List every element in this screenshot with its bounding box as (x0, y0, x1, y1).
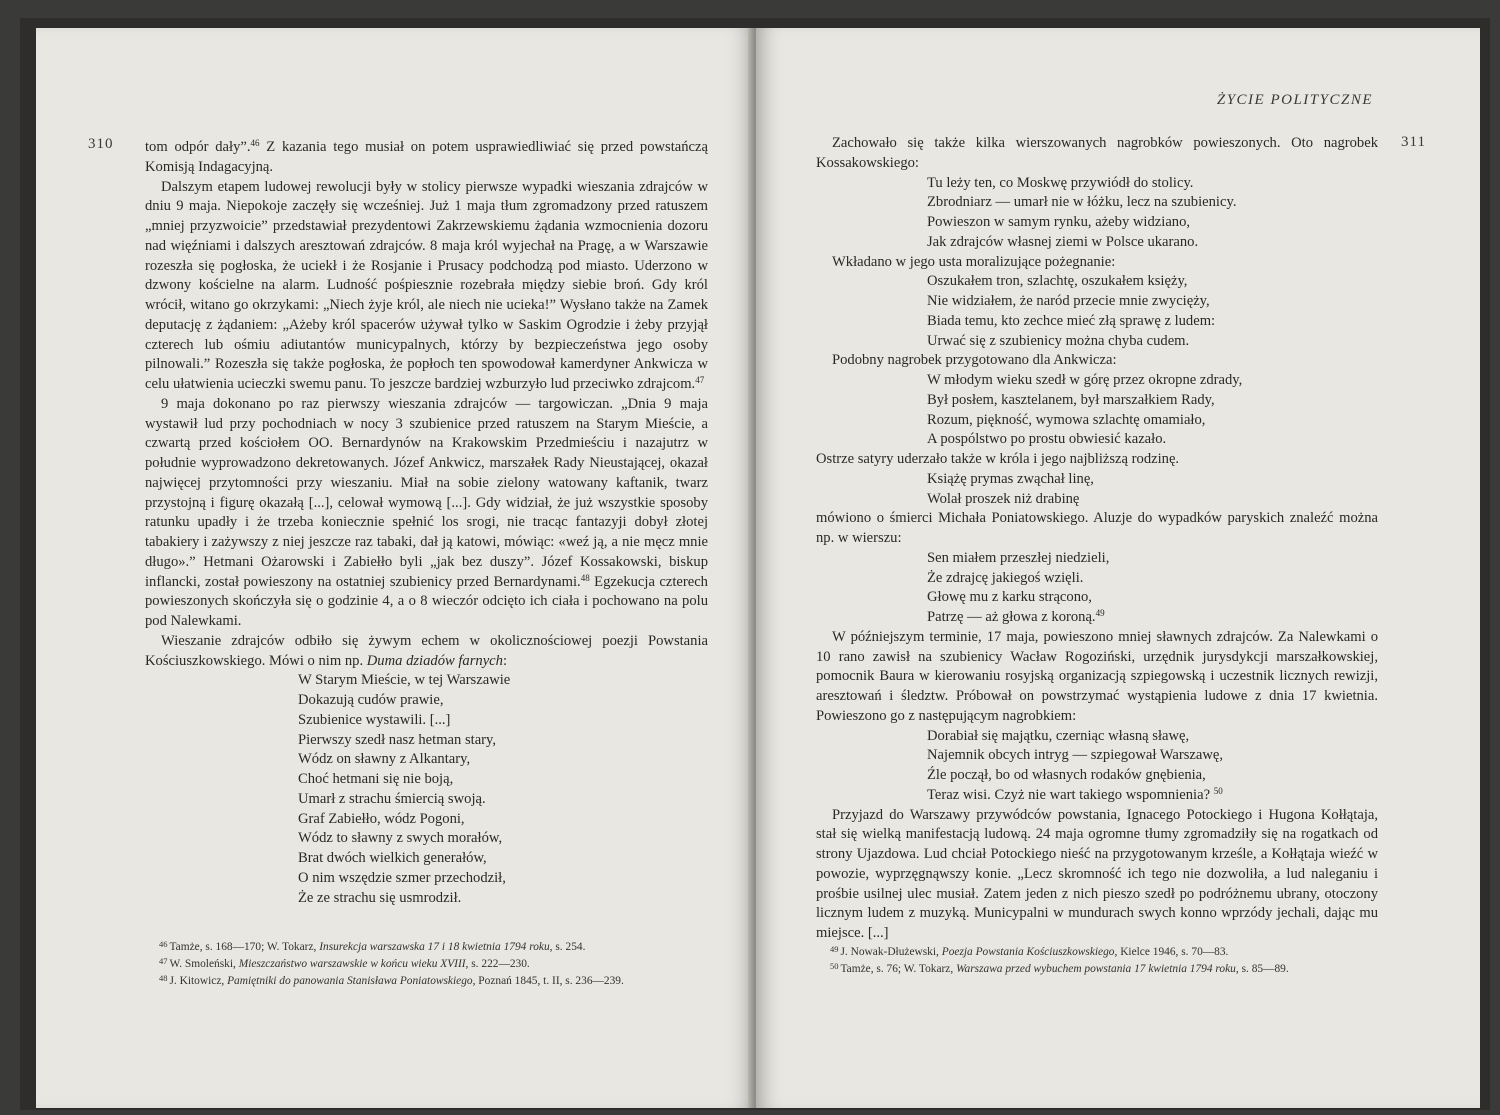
right-paragraph: Ostrze satyry uderzało także w króla i jego najbliższą rodzinę. (816, 451, 1180, 467)
right-verse (816, 371, 1378, 450)
verse-line: Sen miałem przeszłej niedzieli, (927, 549, 1110, 566)
right-text-column (816, 134, 1378, 944)
verse-line: Szubienice wystawili. [...] (298, 711, 451, 728)
verse-line: Rozum, piękność, wymowa szlachtę omamiało, (927, 411, 1206, 428)
footnote: $^{48}$ J. Kitowicz, Pamiętniki do panowania Stanisława Poniatowskiego, Poznań 1845, t. II, s. 236—239. (159, 973, 624, 987)
verse-line: Biada temu, kto zechce mieć złą sprawę z ludem: (927, 312, 1216, 329)
right-verse (816, 174, 1378, 253)
verse-line: Wódz on sławny z Alkantary, (298, 751, 471, 768)
footnote: $^{47}$ W. Smoleński, Mieszczaństwo warszawskie w końcu wieku XVIII, s. 222—230. (159, 956, 530, 970)
verse-line: Dokazują cudów prawie, (298, 692, 444, 708)
left-footnotes (145, 937, 708, 988)
verse-line: Źle począł, bo od własnych rodaków gnębienia, (927, 767, 1206, 783)
right-verse (816, 470, 1378, 510)
verse-line: A pospólstwo po prostu obwiesić kazało. (927, 431, 1167, 448)
left-paragraph-4: Wieszanie zdrajców odbiło się żywym echem w okolicznościowej poezji Powstania Kościuszkowskiego. Mówi o nim np. Duma dziadów farnych: (145, 632, 708, 669)
footnote: $^{50}$ Tamże, s. 76; W. Tokarz, Warszawa przed wybuchem powstania 17 kwietnia 1794 roku, s. 85—89. (830, 961, 1289, 975)
left-verse (145, 671, 708, 908)
footnote-ref: 48 (580, 572, 590, 583)
right-paragraph: W późniejszym terminie, 17 maja, powieszono mniej sławnych zdrajców. Za Nalewkami o 10 rano zawisł na szubienicy Wacław Rogoziński, urzędnik jurysdykcji marszałkowskiej, pomocnik Baura w kierowaniu rosyjską organizacją szpiegowską i uczestnik licznych rewizji, aresztowań i śledztw. Próbował on powstrzymać wystąpienia ludowe z dnia 17 kwietnia. Powieszono go z następującym nagrobkiem: (816, 628, 1378, 724)
right-paragraph: Wkładano w jego usta moralizujące pożegnanie: (832, 253, 1116, 270)
verse-line: Brat dwóch wielkich generałów, (298, 850, 487, 866)
left-paragraph-2: Dalszym etapem ludowej rewolucji były w stolicy pierwsze wypadki wieszania zdrajców w dniu 9 maja. Niepokoje zaczęły się wcześniej. Już 1 maja tłum zgromadzony przed ratuszem „mniej przyzwoicie” przedstawiał prezydentowi Zakrzewskiemu żądania wzmocnienia dozoru nad więźniami i dalszych aresztowań zdrajców. 8 maja król wyjechał na Pragę, a w Warszawie rozeszła się pogłoska, że uciekł i że Rosjanie i Prusacy podchodzą pod miasto. Uderzono w dzwony kościelne na alarm. Ludność pośpiesznie rozebrała między siebie broń. Gdy król wrócił, witano go okrzykami: „Niech żyje król, ale niech nie ucieka!” Wysłano także na Zamek deputację z żądaniem: „Ażeby król spacerów używał tylko w Saskim Ogrodzie i żeby przyjął czterech lub ośmiu adiutantów municypalnych, którzy by bezpieczeństwa jego osoby pilnowali.” Rozeszła się także pogłoska, że popłoch ten spowodował kamerdyner Ankwicza w celu ułatwienia ucieczki swemu panu. To jeszcze bardziej wzburzyło lud przeciwko zdrajcom.$^{47}$ (145, 178, 708, 392)
verse-line: Że zdrajcę jakiegoś wzięli. (927, 569, 1084, 586)
right-verse (816, 727, 1378, 806)
verse-line: W Starym Mieście, w tej Warszawie (298, 672, 511, 689)
verse-line: Choć hetmani się nie boją, (298, 771, 454, 787)
verse-line: Że ze strachu się usmrodził. (298, 889, 462, 906)
verse-line: Patrzę — aż głowa z koroną.$^{49}$ (927, 608, 1105, 625)
footnote-ref: 47 (695, 375, 705, 385)
verse-line: Jak zdrajców własnej ziemi w Polsce ukarano. (927, 233, 1199, 250)
right-paragraph: Przyjazd do Warszawy przywódców powstania, Ignacego Potockiego i Hugona Kołłątaja, stał się wielką manifestacją ludową. 24 maja ogromne tłumy zgromadziły się na rogatkach od strony Ujazdowa. Lud chciał Potockiego nieść na przygotowanym krześle, a Kołłątaja wieźć w powozie, wyprzęgnąwszy konie. „Lecz skromność ich tego nie dozwoliła, a lud naleganiu i prośbie usilnej ulec musiał. Zatem jeden z nich pieszo szedł po podróżnemu ubrany, otoczony licznym ludem z muzyką. Municypalni w mundurach swych konno wprzódy jechali, dając mu miejsce. [...] (816, 806, 1378, 941)
left-paragraph-3: 9 maja dokonano po raz pierwszy wieszania zdrajców — targowiczan. „Dnia 9 maja wystawił lud przy pochodniach w nocy 3 szubienice przed ratuszem na Starym Mieście, a czwartą przed kościołem OO. Bernardynów na Krakowskim Przedmieściu i nazajutrz w południe wyprowadzono dekretowanych. Józef Ankwicz, marszałek Rady Nieustającej, okazał najwięcej przytomności przy wieszaniu. Miał na sobie zielony watowany kaftanik, twarz przystojną i figurę okazałą [...], celował wymową [...]. Gdy widział, że już wszystkie sposoby ratunku upadły i że trzeba koniecznie spełnić los srogi, nie tracąc fantazyji dobył złotej tabakiery i zażywszy z niej jeszcze raz tabaki, dał ją katowi, mówiąc: «weź ją, a nie męcz mnie długo».” Hetmani Ożarowski i Zabiełło byli „jak bez duszy”. Józef Kossakowski, biskup inflancki, został powieszony na ostatniej szubienicy przed Bernardynami.$^{48}$ Egzekucja czterech powieszonych skończyła się o godzinie 4, a o 8 wieczór odcięto ich ciała i pochowano na polu pod Nalewkami. (145, 395, 708, 629)
verse-line: Urwać się z szubienicy można chyba cudem. (927, 332, 1190, 349)
verse-line: Nie widziałem, że naród przecie mnie zwycięży, (927, 293, 1210, 309)
verse-line: Był posłem, kasztelanem, był marszałkiem Rady, (927, 391, 1215, 408)
left-paragraph-1: tom odpór dały”.$^{46}$ Z kazania tego musiał on potem usprawiedliwiać się przed powstańczą Komisją Indagacyjną. (145, 138, 708, 175)
verse-line: Oszukałem tron, szlachtę, oszukałem księży, (927, 273, 1188, 290)
footnote: $^{46}$ Tamże, s. 168—170; W. Tokarz, Insurekcja warszawska 17 i 18 kwietnia 1794 roku, s. 254. (159, 939, 586, 953)
verse-line: Tu leży ten, co Moskwę przywiódł do stolicy. (927, 174, 1194, 191)
verse-line: Zbrodniarz — umarł nie w łóżku, lecz na szubienicy. (927, 194, 1237, 211)
right-footnotes (816, 942, 1378, 976)
verse-line: Powieszon w samym rynku, ażeby widziano, (927, 214, 1191, 230)
page-number-right: 311 (1401, 134, 1426, 150)
poem-title: Duma dziadów farnych (366, 652, 503, 669)
right-paragraph: mówiono o śmierci Michała Poniatowskiego. Aluzje do wypadków paryskich znaleźć można np. w wierszu: (816, 510, 1378, 546)
verse-line: Wódz to sławny z swych morałów, (298, 830, 503, 847)
verse-line: Umarł z strachu śmiercią swoją. (298, 790, 486, 807)
verse-line: Pierwszy szedł nasz hetman stary, (298, 731, 497, 748)
left-page (36, 28, 754, 1108)
footnote-ref: 49 (1095, 608, 1105, 618)
footnote-ref: 50 (1213, 785, 1223, 796)
verse-line: Najemnik obcych intryg — szpiegował Warszawę, (927, 747, 1224, 764)
verse-line: O nim wszędzie szmer przechodził, (298, 869, 506, 886)
verse-line: Wolał proszek niż drabinę (927, 490, 1080, 507)
right-page (756, 28, 1480, 1108)
verse-line: Teraz wisi. Czyż nie wart takiego wspomnienia? $^{50}$ (927, 785, 1223, 803)
running-head: ŻYCIE POLITYCZNE (1216, 92, 1373, 108)
page-number-left: 310 (88, 136, 114, 152)
verse-line: Głowę mu z karku strącono, (927, 589, 1092, 606)
footnote-ref: 46 (250, 138, 260, 148)
verse-line: Graf Zabiełło, wódz Pogoni, (298, 810, 465, 827)
right-paragraph: Zachowało się także kilka wierszowanych nagrobków powieszonych. Oto nagrobek Kossakowskiego: (816, 135, 1378, 171)
right-verse (816, 549, 1378, 628)
right-verse (816, 272, 1378, 351)
verse-line: Książę prymas zwąchał linę, (927, 470, 1094, 487)
verse-line: Dorabiał się majątku, czerniąc własną sławę, (927, 727, 1190, 744)
left-text-column (145, 138, 708, 908)
right-paragraph: Podobny nagrobek przygotowano dla Ankwicza: (832, 352, 1117, 369)
footnote: $^{49}$ J. Nowak-Dłużewski, Poezja Powstania Kościuszkowskiego, Kielce 1946, s. 70—83. (830, 944, 1229, 958)
verse-line: W młodym wieku szedł w górę przez okropne zdrady, (927, 372, 1243, 388)
